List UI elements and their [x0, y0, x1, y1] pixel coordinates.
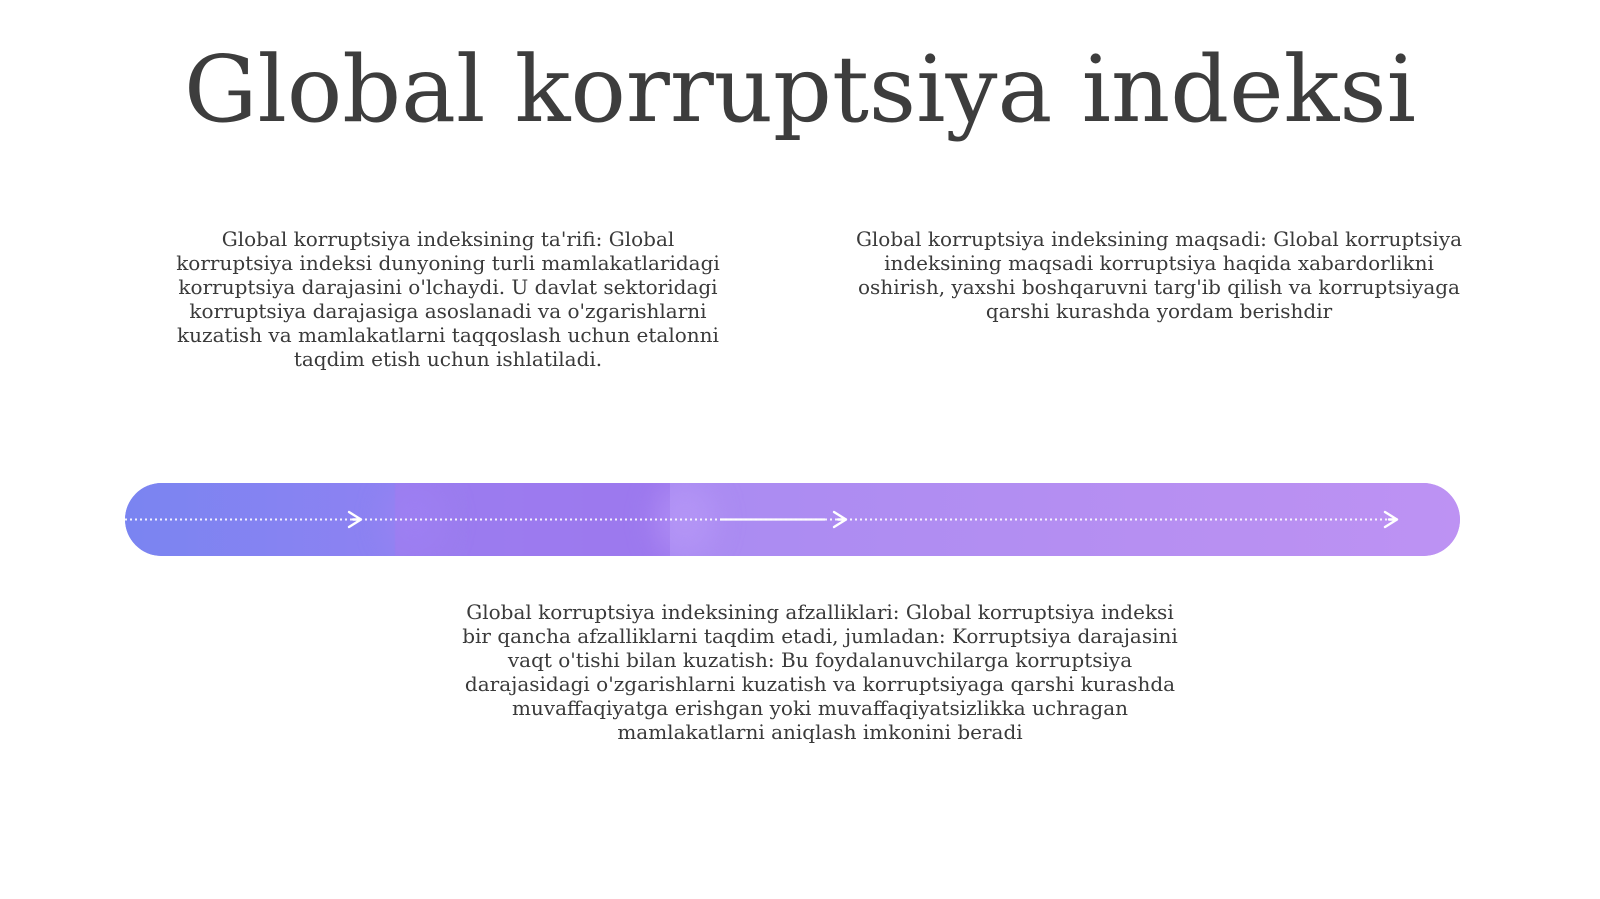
purpose-text: Global korruptsiya indeksining maqsadi: Global korruptsiya indeksining maqsadi korruptsiya haqida xabardorlikni oshirish, yaxshi boshqaruvni targ'ib qilish va korruptsiyaga qarshi kurashda yordam berishdir: [855, 227, 1463, 323]
timeline-bar: [125, 483, 1460, 556]
definition-text: Global korruptsiya indeksining ta'rifi: Global korruptsiya indeksi dunyoning turli mamlakatlaridagi korruptsiya darajasini o'lchaydi. U davlat sektoridagi korruptsiya darajasiga asoslanadi va o'zgarishlarni kuzatish va mamlakatlarni taqqoslash uchun etalonni taqdim etish uchun ishlatiladi.: [176, 227, 720, 371]
chevron-right-icon: [1383, 510, 1401, 529]
benefits-text: Global korruptsiya indeksining afzalliklari: Global korruptsiya indeksi bir qancha afzalliklarni taqdim etadi, jumladan: Korruptsiya darajasini vaqt o'tishi bilan kuzatish: Bu foydalanuvchilarga korruptsiya darajasidagi o'zgarishlarni kuzatish va korruptsiyaga qarshi kurashda muvaffaqiyatga erishgan yoki muvaffaqiyatsizlikka uchragan mamlakatlarni aniqlash imkonini beradi: [462, 600, 1178, 744]
chevron-right-icon: [347, 510, 365, 529]
timeline-track: [125, 518, 1460, 521]
timeline-dotted-line: [125, 518, 1460, 521]
chevron-right-icon: [832, 510, 850, 529]
slide-title: Global korruptsiya indeksi: [183, 36, 1417, 143]
